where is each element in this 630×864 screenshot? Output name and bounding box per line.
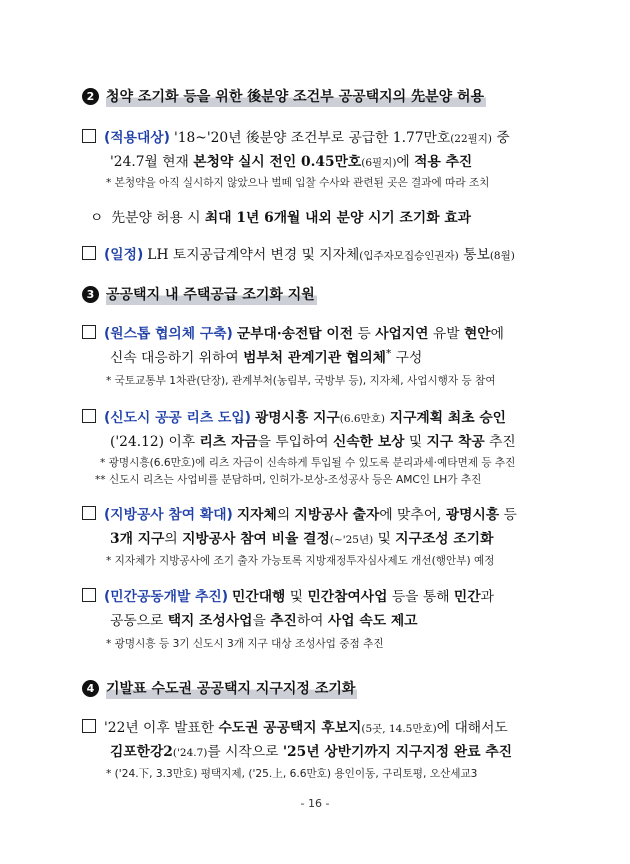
text-bold: 신속한 보상 [333,434,405,450]
item-reits-line2 [110,430,516,450]
footnote: ** 신도시 리츠는 사업비를 분담하며, 인허가-보상-조성공사 등은 AMC인 LH가 추진 [95,474,482,486]
text-bold: 수도권 공공택지 후보지 [218,720,362,736]
checkbox-square-icon [82,325,96,339]
section-title: 청약 조기화 등을 위한 後분양 조건부 공공택지의 先분양 허용 [106,86,486,107]
section-4-heading [82,675,357,701]
text: 유발 [428,326,464,342]
text-bold: 사업 속도 제고 [327,613,418,629]
item-tag: (적용대상) [104,130,170,146]
text-small: (6.6만호) [339,413,385,425]
checkbox-square-icon [82,506,96,520]
text: 신속 대응하기 위하여 [110,350,244,366]
text-bold: 지자체 [236,507,277,523]
item-tag: (일정) [104,247,144,263]
item-tag: (원스톱 협의체 구축) [104,326,233,342]
text: 통보 [458,247,490,263]
text: '18~'20년 後분양 조건부로 공급한 1.77만호 [173,130,451,146]
checkbox-square-icon [82,409,96,423]
section-title: 공공택지 내 주택공급 조기화 지원 [106,284,317,305]
text: 의 [164,531,183,547]
item-onestop-line2 [110,346,422,366]
footnote: * 광명시흥 등 3기 신도시 3개 지구 대상 조성사업 중점 추진 [106,638,384,650]
text-bold: 민간대행 [232,589,286,605]
footnote: * 본청약을 아직 실시하지 않았으나 벌떼 입찰 수사와 관련된 곳은 결과에 따라 조치 [106,177,490,189]
checkbox-square-icon [82,588,96,602]
sub-bullet-effect [90,206,471,226]
text-bold: 지구계획 최초 승인 [384,410,506,426]
text-small: (~'25년) [329,534,374,546]
text: 중 [492,130,510,146]
text-bold: 사업지연 [375,326,429,342]
text: 추진 [484,434,516,450]
text: 에 대해서도 [436,720,508,736]
text-small: (5곳, 14.5만호) [361,723,437,735]
circle-bullet-icon: ㅇ [90,210,104,226]
footnote-marker: * [386,347,392,360]
item-private-line1 [82,585,494,605]
text-bold: 군부대·송전탑 이전 [236,326,354,342]
text: 를 시작으로 [207,744,283,760]
item-schedule [82,243,515,263]
text: 에 [490,326,504,342]
text-bold: 추진 [270,613,297,629]
text: 을 [252,613,271,629]
item-metro-line1 [82,716,508,736]
text: 및 [404,434,427,450]
text-bold: 지방공사 출자 [294,507,380,523]
text: '24.7월 현재 [110,154,194,170]
item-private-line2 [110,609,417,629]
text-bold: 리츠 자금 [199,434,258,450]
text-bold: '25년 상반기까지 지구지정 완료 추진 [282,744,513,760]
section-2-heading [82,83,486,109]
text-bold: 지구 착공 [426,434,485,450]
text-bold: 광명시흥 [445,507,500,523]
text-bold: 적용 추진 [414,154,473,170]
text: 등 [353,326,376,342]
item-metro-line2 [110,740,512,760]
text: 구성 [391,350,423,366]
text-bold: 지구조성 조기화 [395,531,494,547]
text: 등 [499,507,517,523]
text: 과 [480,589,494,605]
text-bold: 광명시흥 지구 [254,410,340,426]
text-bold: 지방공사 참여 비율 결정 [182,531,330,547]
footnote: * ('24.下, 3.3만호) 평택지제, ('25.上, 6.6만호) 용인이동, 구리토평, 오산세교3 [106,768,478,780]
text: 및 [285,589,308,605]
text: 하여 [296,613,328,629]
text-bold: 현안 [463,326,491,342]
text-bold: 3개 지구 [110,531,165,547]
text-small: (6필지) [361,157,397,169]
text: 에 [396,154,415,170]
item-onestop-line1 [82,322,504,342]
item-tag: (지방공사 참여 확대) [104,507,233,523]
text-bold: 범부처 관계기관 협의체 [243,350,386,366]
text: '22년 이후 발표한 [104,720,219,736]
item-tag: (민간공동개발 추진) [104,589,229,605]
text-bold: 본청약 실시 전인 0.45만호 [193,154,362,170]
text: 및 [373,531,396,547]
item-localcorp-line2 [110,527,493,547]
footnote: * 광명시흥(6.6만호)에 리츠 자금이 신속하게 투입될 수 있도록 분리과세·예타면제 등 추진 [100,457,516,469]
footnote: * 국토교통부 1차관(단장), 관계부처(농림부, 국방부 등), 지자체, 사업시행자 등 참여 [106,375,496,387]
item-reits-line1 [82,406,506,426]
text-bold: 민간 [453,589,481,605]
text-small: (입주자모집승인권자) [359,250,459,262]
item-localcorp-line1 [82,503,517,523]
section-number-badge: 3 [82,286,99,303]
text: 에 맞추어, [379,507,446,523]
checkbox-square-icon [82,129,96,143]
section-title: 기발표 수도권 공공택지 지구지정 조기화 [106,678,357,699]
checkbox-square-icon [82,719,96,733]
item-tag: (신도시 공공 리츠 도입) [104,410,251,426]
text: 의 [276,507,295,523]
section-3-heading [82,281,317,307]
item-apply-target-line2 [110,150,472,170]
section-number-badge: 4 [82,680,99,697]
text: 등을 통해 [387,589,454,605]
text-bold: 민간참여사업 [307,589,388,605]
text: 공동으로 [110,613,168,629]
page-number: - 16 - [300,797,330,810]
text-small: (8월) [489,250,515,262]
text: 을 투입하여 [257,434,334,450]
text-small: ('24.7) [172,747,208,759]
footnote: * 지자체가 지방공사에 조기 출자 가능토록 지방재정투자심사제도 개선(행안부) 예정 [106,555,495,567]
text-small: (22필지) [450,133,493,145]
section-number-badge: 2 [82,88,99,105]
text-bold: 택지 조성사업 [167,613,253,629]
checkbox-square-icon [82,246,96,260]
text: 先분양 허용 시 [111,210,205,226]
text: ('24.12) 이후 [110,434,200,450]
item-apply-target-line1 [82,126,510,146]
text-bold: 최대 1년 6개월 내외 분양 시기 조기화 효과 [204,210,471,226]
text-bold: 김포한강2 [110,744,173,760]
text: LH 토지공급계약서 변경 및 지자체 [147,247,360,263]
